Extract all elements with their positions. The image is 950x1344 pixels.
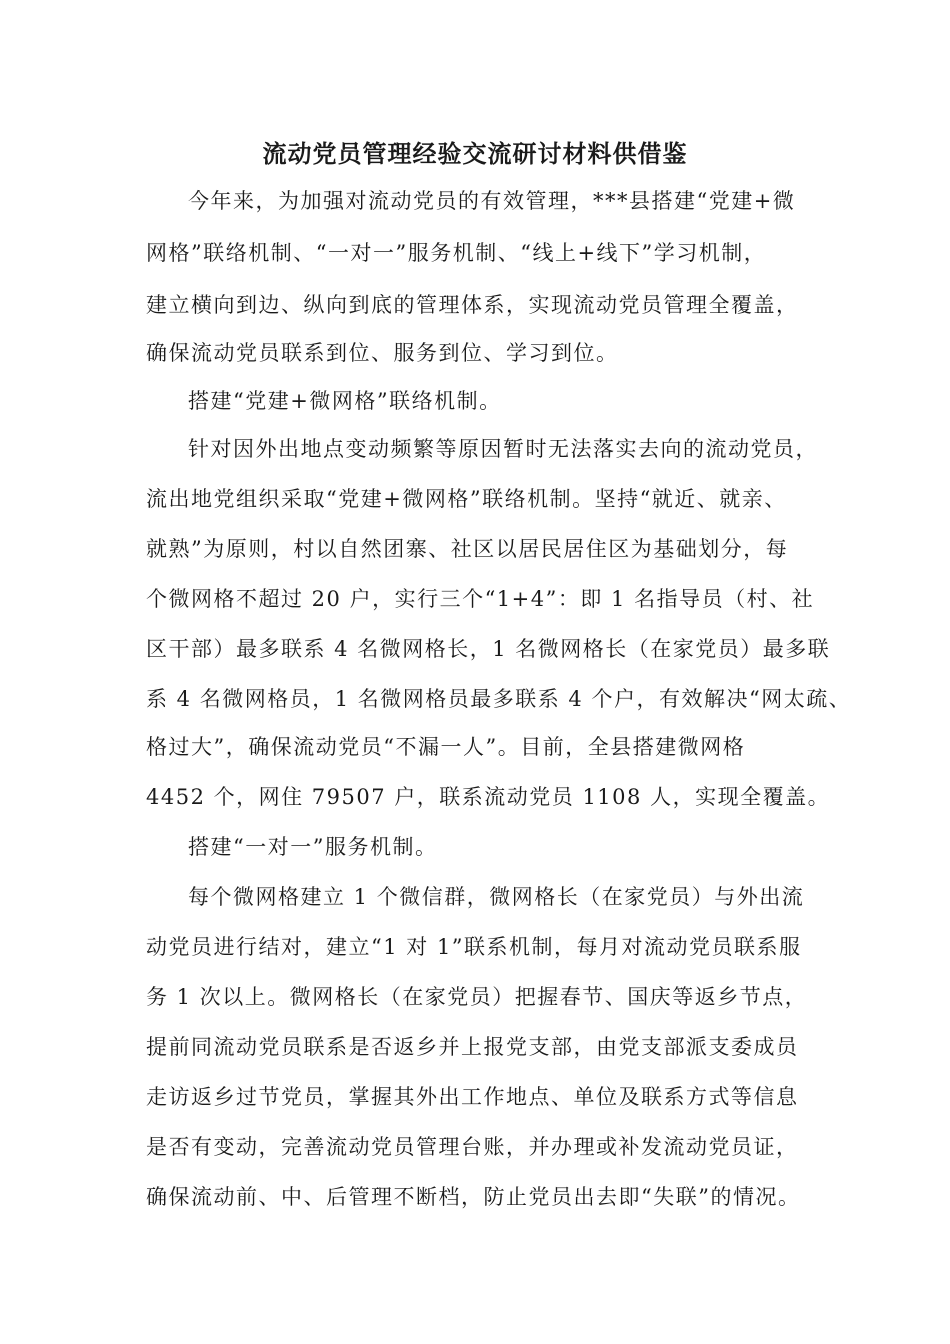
body-line: 流出地党组织采取“党建+微网格”联络机制。坚持“就近、就亲、 — [146, 487, 787, 511]
body-line: 每个微网格建立 1 个微信群，微网格长（在家党员）与外出流 — [188, 885, 805, 909]
body-line: 务 1 次以上。微网格长（在家党员）把握春节、国庆等返乡节点， — [146, 985, 808, 1009]
body-line: 4452 个，网住 79507 户，联系流动党员 1108 人，实现全覆盖。 — [146, 785, 831, 809]
body-line: 动党员进行结对，建立“1 对 1”联系机制，每月对流动党员联系服 — [146, 935, 802, 959]
body-line: 建立横向到边、纵向到底的管理体系，实现流动党员管理全覆盖， — [146, 293, 799, 317]
body-line: 走访返乡过节党员，掌握其外出工作地点、单位及联系方式等信息 — [146, 1085, 799, 1109]
body-line: 个微网格不超过 20 户，实行三个“1+4”：即 1 名指导员（村、社 — [146, 587, 815, 611]
body-line: 格过大”，确保流动党员“不漏一人”。目前，全县搭建微网格 — [146, 735, 746, 759]
document-title: 流动党员管理经验交流研讨材料供借鉴 — [262, 139, 688, 168]
body-line: 针对因外出地点变动频繁等原因暂时无法落实去向的流动党员， — [188, 437, 818, 461]
body-line: 提前同流动党员联系是否返乡并上报党支部，由党支部派支委成员 — [146, 1035, 799, 1059]
body-line: 区干部）最多联系 4 名微网格长，1 名微网格长（在家党员）最多联 — [146, 637, 831, 661]
body-line: 确保流动党员联系到位、服务到位、学习到位。 — [146, 341, 619, 365]
body-line: 是否有变动，完善流动党员管理台账，并办理或补发流动党员证， — [146, 1135, 799, 1159]
body-line: 网格”联络机制、“一对一”服务机制、“线上+线下”学习机制， — [146, 241, 767, 265]
section-heading: 搭建“一对一”服务机制。 — [188, 835, 438, 859]
body-line: 今年来，为加强对流动党员的有效管理，***县搭建“党建+微 — [188, 189, 796, 213]
section-heading: 搭建“党建+微网格”联络机制。 — [188, 389, 502, 413]
body-line: 系 4 名微网格员，1 名微网格员最多联系 4 个户，有效解决“网太疏、 — [146, 687, 852, 711]
body-line: 确保流动前、中、后管理不断档，防止党员出去即“失联”的情况。 — [146, 1185, 801, 1209]
body-line: 就熟”为原则，村以自然团寨、社区以居民居住区为基础划分，每 — [146, 537, 789, 561]
